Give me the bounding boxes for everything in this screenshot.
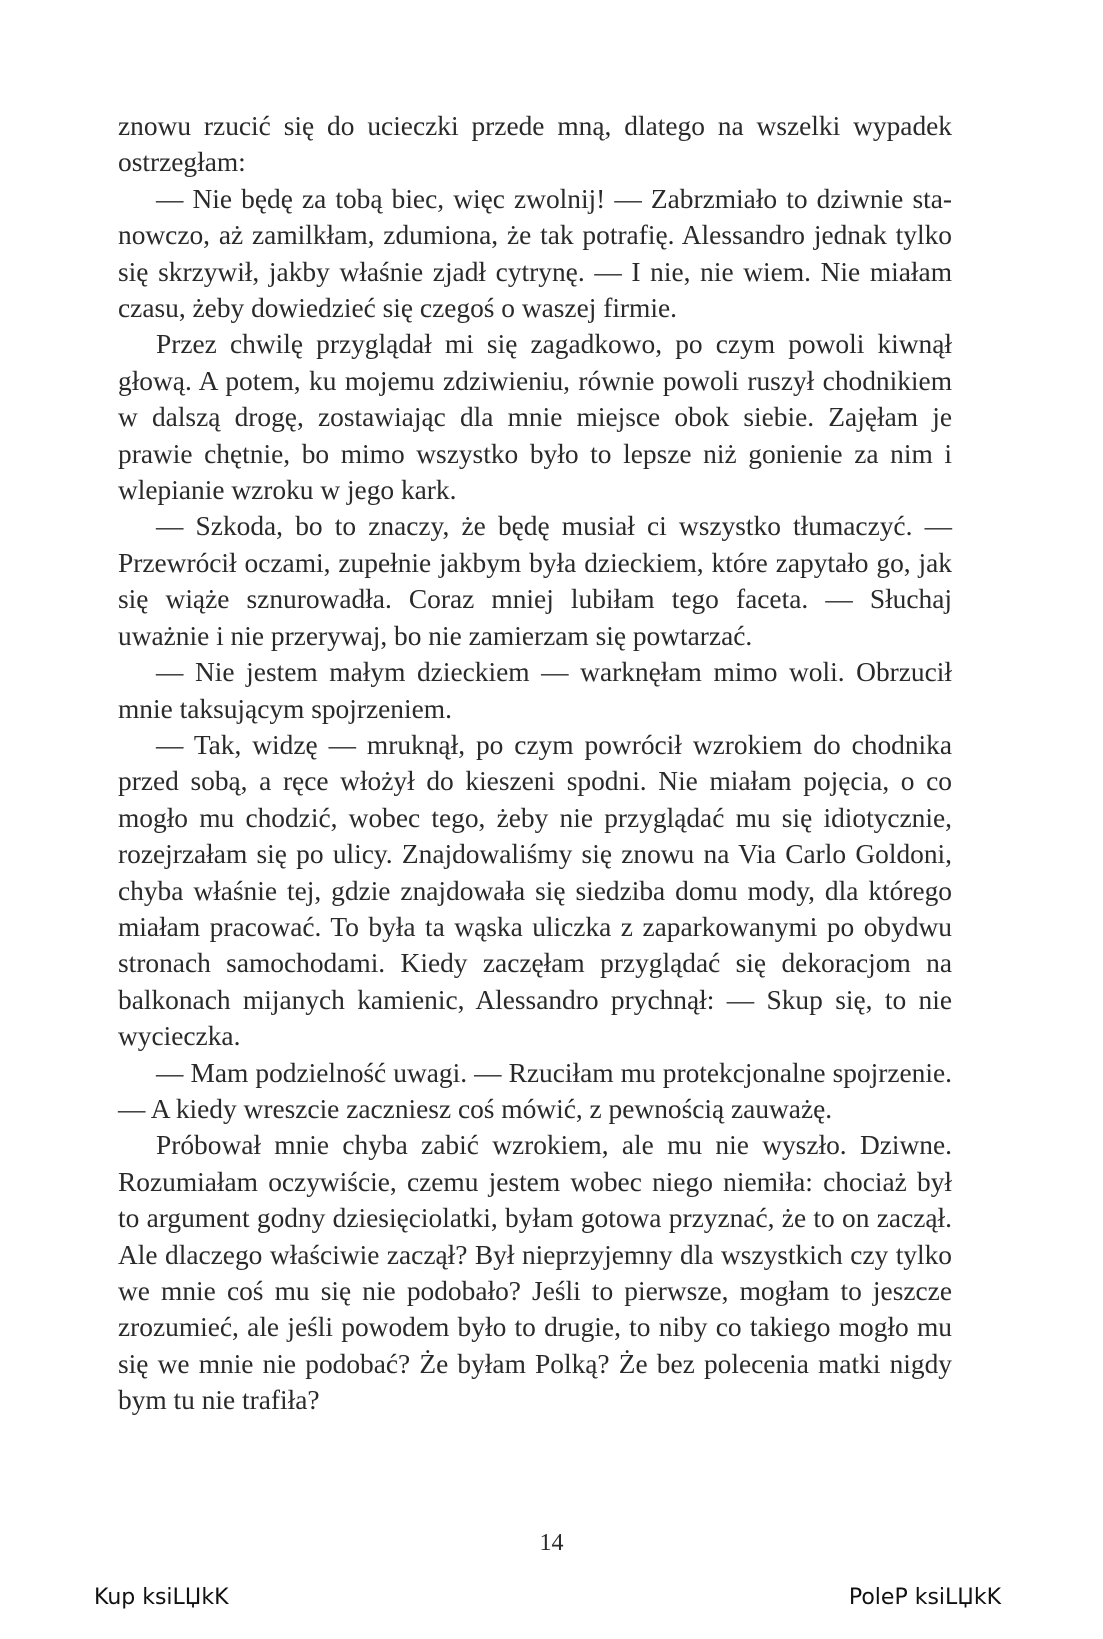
recommend-book-link[interactable]: PoleP ksiLЏkK xyxy=(848,1585,1001,1610)
page-number: 14 xyxy=(539,1530,564,1556)
paragraph: — Mam podzielność uwagi. — Rzuciłam mu protekcjonalne spojrzenie. — A kiedy wreszcie zaczniesz coś mówić, z pewnością zauważę. xyxy=(118,1057,952,1124)
paragraph: — Tak, widzę — mruknął, po czym powrócił wzrokiem do chodnika przed sobą, a ręce włożył do kieszeni spodni. Nie miałam pojęcia, o co mogło mu chodzić, wobec tego, żeby nie przyglądać mu się idiotycznie, rozejrzałam się po ulicy. Znajdowaliśmy się znowu na Via Carlo Goldoni, chyba właśnie tej, gdzie znajdowała się siedziba domu mody, dla którego miałam pracować. To była ta wąska uliczka z zaparkowanymi po obydwu stronach samochodami. Kiedy zaczęłam przyglądać się dekoracjom na balkonach mijanych kamienic, Alessandro prychnął: — Skup się, to nie wycieczka. xyxy=(118,729,952,1052)
paragraph: — Nie będę za tobą biec, więc zwolnij! — Zabrzmiało to dziwnie stanowczo, aż zamilkłam, zdumiona, że tak potrafię. Alessandro jednak tylko się skrzywił, jakby właśnie zjadł cytrynę. — I nie, nie wiem. Nie miałam czasu, żeby dowiedzieć się czegoś o waszej firmie. xyxy=(118,183,952,324)
paragraph: — Szkoda, bo to znaczy, że będę musiał ci wszystko tłumaczyć. — Przewrócił oczami, zupełnie jakbym była dzieckiem, które zapytało go, jak się wiąże sznurowadła. Coraz mniej lubiłam tego faceta. — Słuchaj uważnie i nie przerywaj, bo nie zamierzam się powtarzać. xyxy=(118,511,952,651)
book-page-text xyxy=(118,108,952,1419)
paragraph: — Nie jestem małym dzieckiem — warknęłam mimo woli. Obrzucił mnie taksującym spojrzeniem. xyxy=(118,657,952,724)
paragraph: Próbował mnie chyba zabić wzrokiem, ale mu nie wyszło. Dziwne. Rozumiałam oczywiście, czemu jestem wobec niego niemiła: chociaż był to argument godny dziesięciolatki, byłam gotowa przyznać, że to on zaczął. Ale dlaczego właściwie zaczął? Był nieprzyjemny dla wszystkich czy tylko we mnie coś mu się nie podobało? Jeśli to pierwsze, mogłam to jeszcze zrozumieć, ale jeśli powodem było to drugie, to niby co takiego mogło mu się we mnie nie podobać? Że byłam Polką? Że bez polecenia matki nigdy bym tu nie trafiła? xyxy=(118,1130,952,1416)
buy-book-link[interactable]: Kup ksiLЏkK xyxy=(94,1585,229,1610)
paragraph: znowu rzucić się do ucieczki przede mną, dlatego na wszelki wypadek ostrzegłam: xyxy=(118,111,952,178)
paragraph: Przez chwilę przyglądał mi się zagadkowo, po czym powoli kiwnął głową. A potem, ku mojemu zdziwieniu, równie powoli ruszył chodnikiem w dalszą drogę, zostawiając dla mnie miejsce obok siebie. Zajęłam je prawie chętnie, bo mimo wszystko było to lepsze niż gonienie za nim i wlepianie wzroku w jego kark. xyxy=(118,329,952,506)
